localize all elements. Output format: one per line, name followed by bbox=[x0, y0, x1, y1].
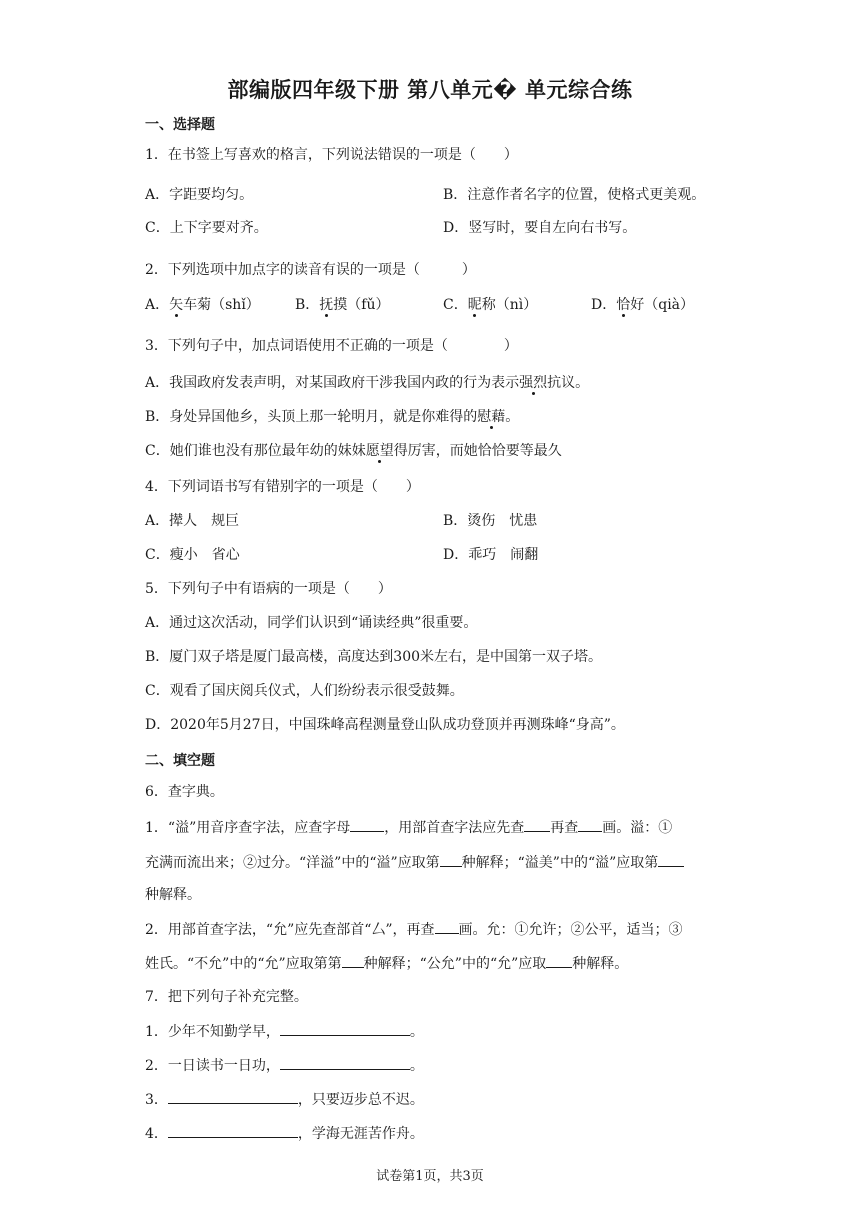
question-7-line-3: 3． ，只要迈步总不迟。 bbox=[145, 1089, 424, 1110]
question-6-part-2-line-1: 2．用部首查字法，“允”应先查部首“厶”，再查 画。允：①允许；②公平，适当；③ bbox=[145, 919, 683, 940]
question-1-stem: 1．在书签上写喜欢的格言，下列说法错误的一项是（ ） bbox=[145, 147, 518, 163]
answer-blank bbox=[546, 953, 572, 968]
question-6-part-2-line-2: 姓氏。“不允”中的“允”应取第第 种解释；“公允”中的“允”应取 种解释。 bbox=[145, 953, 628, 974]
question-7-line-4: 4． ，学海无涯苦作舟。 bbox=[145, 1123, 424, 1144]
dotted-char: 恰 bbox=[616, 297, 631, 313]
question-4-option-b: B．烫伤 忧患 bbox=[443, 513, 538, 529]
question-5-option-c: C．观看了国庆阅兵仪式，人们纷纷表示很受鼓舞。 bbox=[145, 683, 464, 699]
question-6-part-1-line-2: 充满而流出来；②过分。“洋溢”中的“溢”应取第 种解释；“溢美”中的“溢”应取第 bbox=[145, 852, 684, 873]
answer-blank bbox=[280, 1021, 410, 1036]
dotted-word: 慰藉 bbox=[477, 409, 506, 425]
question-1-option-d: D．竖写时，要自左向右书写。 bbox=[443, 220, 637, 236]
answer-blank bbox=[168, 1089, 298, 1104]
page-footer: 试卷第1页，共3页 bbox=[376, 1169, 484, 1184]
question-6-part-1-line-1: 1．“溢”用音序查字法，应查字母 ，用部首查字法应先查 再查 画。溢：① bbox=[145, 817, 672, 838]
question-7-line-2: 2．一日读书一日功， 。 bbox=[145, 1055, 424, 1076]
question-7-stem: 7．把下列句子补充完整。 bbox=[145, 989, 308, 1005]
question-4-stem: 4．下列词语书写有错别字的一项是（ ） bbox=[145, 479, 420, 495]
question-2-option-d: D．恰好（qià） bbox=[591, 297, 695, 313]
answer-blank bbox=[280, 1055, 410, 1070]
question-1-option-b: B．注意作者名字的位置，使格式更美观。 bbox=[443, 187, 706, 203]
question-5-stem: 5．下列句子中有语病的一项是（ ） bbox=[145, 581, 392, 597]
question-4-option-d: D．乖巧 闹翻 bbox=[443, 547, 539, 563]
page-title: 部编版四年级下册 第八单元� 单元综合练 bbox=[227, 78, 633, 102]
dotted-word: 愿望 bbox=[365, 443, 394, 459]
question-5-option-d: D．2020年5月27日，中国珠峰高程测量登山队成功登顶并再测珠峰“身高”。 bbox=[145, 717, 625, 733]
answer-blank bbox=[578, 817, 602, 832]
answer-blank bbox=[350, 817, 384, 832]
dotted-word: 强烈 bbox=[519, 375, 548, 391]
question-2-stem: 2．下列选项中加点字的读音有误的一项是（ ） bbox=[145, 262, 476, 278]
question-2-option-b: B．抚摸（fǔ） bbox=[295, 297, 390, 313]
answer-blank bbox=[524, 817, 550, 832]
question-2-option-a: A．矢车菊（shǐ） bbox=[145, 297, 260, 313]
answer-blank bbox=[342, 953, 364, 968]
answer-blank bbox=[658, 852, 684, 867]
question-6-stem: 6．查字典。 bbox=[145, 784, 224, 800]
question-3-stem: 3．下列句子中，加点词语使用不正确的一项是（ ） bbox=[145, 338, 518, 354]
question-6-part-1-line-3: 种解释。 bbox=[145, 887, 201, 903]
question-1-option-c: C．上下字要对齐。 bbox=[145, 220, 268, 236]
question-2-option-c: C．昵称（nì） bbox=[443, 297, 538, 313]
dotted-char: 抚 bbox=[319, 297, 334, 313]
question-7-line-1: 1．少年不知勤学早， 。 bbox=[145, 1021, 424, 1042]
answer-blank bbox=[435, 919, 459, 934]
question-3-option-b: B．身处异国他乡，头顶上那一轮明月，就是你难得的慰藉。 bbox=[145, 409, 520, 425]
question-3-option-c: C．她们谁也没有那位最年幼的妹妹愿望得厉害，而她恰恰要等最久 bbox=[145, 443, 562, 459]
question-4-option-c: C．瘦小 省心 bbox=[145, 547, 240, 563]
answer-blank bbox=[168, 1123, 298, 1138]
section-heading-choice: 一、选择题 bbox=[145, 117, 215, 133]
dotted-char: 矢 bbox=[169, 297, 184, 313]
question-5-option-b: B．厦门双子塔是厦门最高楼，高度达到300米左右，是中国第一双子塔。 bbox=[145, 649, 603, 665]
question-4-option-a: A．撵人 规巨 bbox=[145, 513, 240, 529]
question-5-option-a: A．通过这次活动，同学们认识到“诵读经典”很重要。 bbox=[145, 615, 478, 631]
section-heading-fill: 二、填空题 bbox=[145, 753, 215, 769]
answer-blank bbox=[440, 852, 462, 867]
dotted-char: 昵 bbox=[467, 297, 482, 313]
question-1-option-a: A．字距要均匀。 bbox=[145, 187, 254, 203]
question-2-options bbox=[145, 295, 724, 315]
question-3-option-a: A．我国政府发表声明，对某国政府干涉我国内政的行为表示强烈抗议。 bbox=[145, 375, 590, 391]
